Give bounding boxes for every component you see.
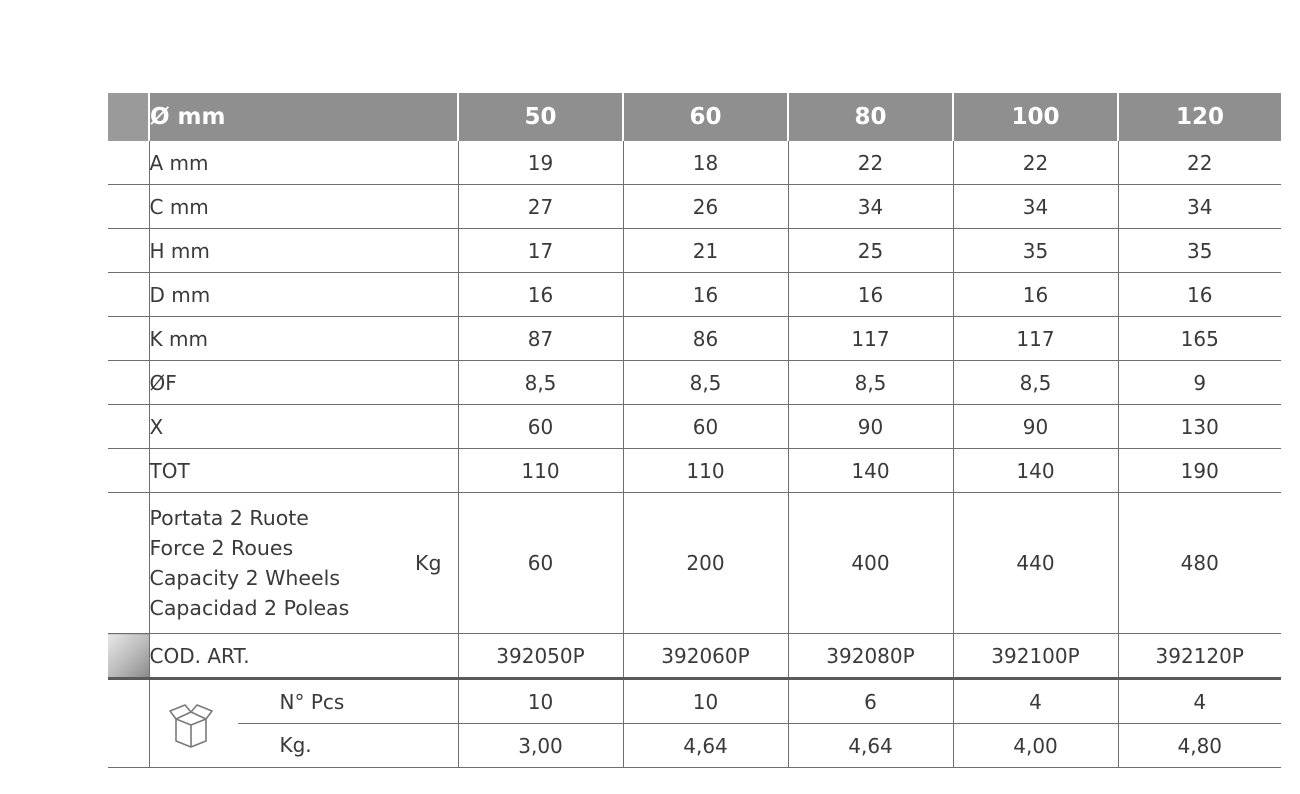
- row-marker: [108, 679, 149, 724]
- header-label: Ø mm: [149, 93, 458, 141]
- table-cell: 8,5: [458, 361, 623, 405]
- table-row: [108, 449, 1281, 493]
- table-cell: 35: [1118, 229, 1281, 273]
- row-label: A mm: [149, 141, 458, 185]
- capacity-row: [108, 493, 1281, 634]
- table-cell: 4,64: [788, 724, 953, 768]
- table-cell: 22: [953, 141, 1118, 185]
- table-cell: 19: [458, 141, 623, 185]
- row-marker: [108, 317, 149, 361]
- table-row: [108, 317, 1281, 361]
- table-cell: 18: [623, 141, 788, 185]
- row-marker: [108, 273, 149, 317]
- table-cell: 140: [953, 449, 1118, 493]
- table-cell: 90: [788, 405, 953, 449]
- table-cell: 3,00: [458, 724, 623, 768]
- header-size: 100: [953, 93, 1118, 141]
- row-marker: [108, 493, 149, 634]
- table-row: [108, 405, 1281, 449]
- row-marker: [108, 361, 149, 405]
- table-cell: 10: [623, 679, 788, 724]
- header-row: [108, 93, 1281, 141]
- article-code: 392100P: [953, 634, 1118, 679]
- table-cell: 140: [788, 449, 953, 493]
- pieces-label: N° Pcs: [238, 681, 458, 725]
- table-cell: 4: [1118, 679, 1281, 724]
- table-cell: 9: [1118, 361, 1281, 405]
- table-cell: 22: [1118, 141, 1281, 185]
- capacity-label-cell: [149, 493, 458, 634]
- table-cell: 165: [1118, 317, 1281, 361]
- corner-marker: [108, 634, 149, 679]
- article-code: 392120P: [1118, 634, 1281, 679]
- table-cell: 4,80: [1118, 724, 1281, 768]
- table-cell: 90: [953, 405, 1118, 449]
- table-row: [108, 229, 1281, 273]
- table-cell: 480: [1118, 493, 1281, 634]
- row-marker: [108, 449, 149, 493]
- table-cell: 60: [458, 493, 623, 634]
- row-label: ØF: [149, 361, 458, 405]
- row-marker: [108, 141, 149, 185]
- box-icon: [150, 681, 238, 767]
- row-label: D mm: [149, 273, 458, 317]
- table-cell: 60: [458, 405, 623, 449]
- row-marker: [108, 724, 149, 768]
- table-cell: 34: [1118, 185, 1281, 229]
- row-marker: [108, 93, 149, 141]
- packaging-label-cell: [149, 679, 458, 768]
- code-row: [108, 634, 1281, 679]
- table-cell: 86: [623, 317, 788, 361]
- table-cell: 10: [458, 679, 623, 724]
- capacity-label-es: Capacidad 2 Poleas: [149, 596, 350, 620]
- capacity-label-it: Portata 2 Ruote: [149, 506, 309, 530]
- table-cell: 8,5: [953, 361, 1118, 405]
- header-size: 80: [788, 93, 953, 141]
- table-cell: 25: [788, 229, 953, 273]
- table-cell: 35: [953, 229, 1118, 273]
- table-row: [108, 185, 1281, 229]
- table-cell: 16: [953, 273, 1118, 317]
- table-cell: 8,5: [623, 361, 788, 405]
- table-cell: 8,5: [788, 361, 953, 405]
- row-label: K mm: [149, 317, 458, 361]
- table-cell: 117: [953, 317, 1118, 361]
- row-marker: [108, 185, 149, 229]
- header-size: 60: [623, 93, 788, 141]
- table-cell: 17: [458, 229, 623, 273]
- table-cell: 87: [458, 317, 623, 361]
- table-cell: 16: [1118, 273, 1281, 317]
- table-cell: 4,00: [953, 724, 1118, 768]
- table-cell: 26: [623, 185, 788, 229]
- article-code: 392060P: [623, 634, 788, 679]
- row-label: H mm: [149, 229, 458, 273]
- table-row: [108, 361, 1281, 405]
- table-cell: 400: [788, 493, 953, 634]
- row-label: X: [149, 405, 458, 449]
- weight-label: Kg.: [279, 733, 312, 758]
- table-cell: 34: [788, 185, 953, 229]
- table-cell: 16: [623, 273, 788, 317]
- table-cell: 117: [788, 317, 953, 361]
- table-cell: 110: [623, 449, 788, 493]
- table-cell: 21: [623, 229, 788, 273]
- table-cell: 22: [788, 141, 953, 185]
- table-cell: 4: [953, 679, 1118, 724]
- capacity-label-en: Capacity 2 Wheels: [149, 566, 341, 590]
- table-cell: 200: [623, 493, 788, 634]
- packaging-row: [108, 679, 1281, 724]
- table-cell: 60: [623, 405, 788, 449]
- table-cell: 110: [458, 449, 623, 493]
- article-code: 392080P: [788, 634, 953, 679]
- row-label: C mm: [149, 185, 458, 229]
- table-cell: 190: [1118, 449, 1281, 493]
- table-cell: 27: [458, 185, 623, 229]
- capacity-unit: Kg: [415, 551, 442, 575]
- table-cell: 34: [953, 185, 1118, 229]
- code-label: COD. ART.: [149, 634, 458, 679]
- table-cell: 6: [788, 679, 953, 724]
- table-cell: 440: [953, 493, 1118, 634]
- table-cell: 130: [1118, 405, 1281, 449]
- row-label: TOT: [149, 449, 458, 493]
- article-code: 392050P: [458, 634, 623, 679]
- row-marker: [108, 229, 149, 273]
- table-cell: 4,64: [623, 724, 788, 768]
- header-size: 50: [458, 93, 623, 141]
- table-cell: 16: [458, 273, 623, 317]
- spec-table: [108, 93, 1281, 768]
- header-size: 120: [1118, 93, 1281, 141]
- capacity-label-fr: Force 2 Roues: [149, 536, 294, 560]
- table-row: [108, 273, 1281, 317]
- table-row: [108, 141, 1281, 185]
- table-cell: 16: [788, 273, 953, 317]
- row-marker: [108, 405, 149, 449]
